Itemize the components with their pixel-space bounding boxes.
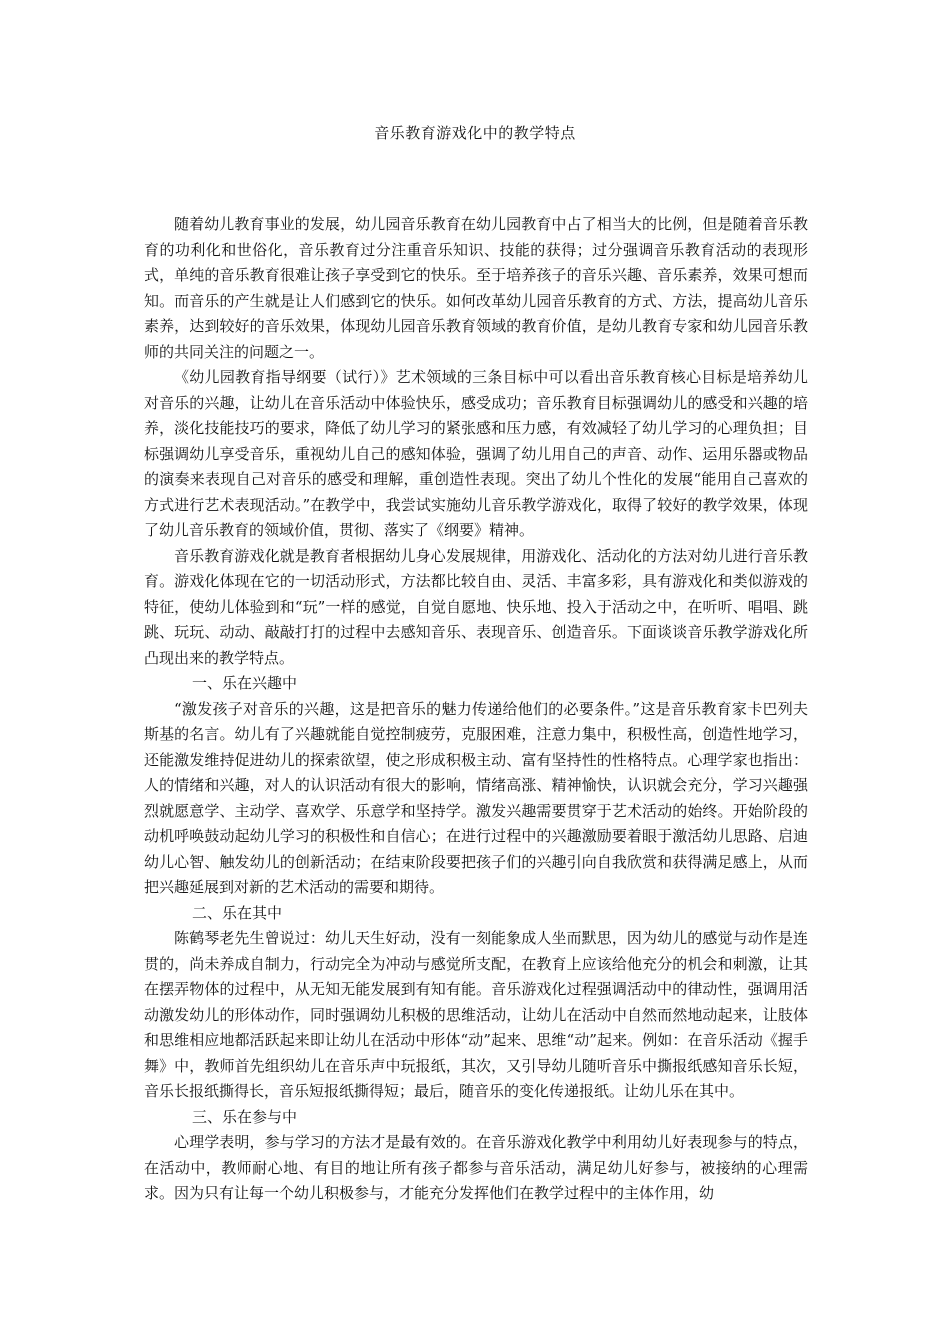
section-heading-interest: 一、乐在兴趣中: [192, 674, 298, 692]
paragraph-participation: 心理学表明，参与学习的方法才是最有效的。在音乐游戏化教学中利用幼儿好表现参与的特点，在活动中，教师耐心地、有目的地让所有孩子都参与音乐活动，满足幼儿好参与，被接纳的心理需求。因为只有让每一个幼儿积极参与，才能充分发挥他们在教学过程中的主体作用，幼: [144, 1133, 808, 1202]
document-title: 音乐教育游戏化中的教学特点: [374, 124, 576, 142]
paragraph-definition: 音乐教育游戏化就是教育者根据幼儿身心发展规律，用游戏化、活动化的方法对幼儿进行音乐教育。游戏化体现在它的一切活动形式，方法都比较自由、灵活、丰富多彩，具有游戏化和类似游戏的特征，使幼儿体验到和“玩”一样的感觉，自觉自愿地、快乐地、投入于活动之中，在听听、唱唱、跳跳、玩玩、动动、敲敲打打的过程中去感知音乐、表现音乐、创造音乐。下面谈谈音乐教学游戏化所凸现出来的教学特点。: [144, 546, 808, 667]
section-heading-participation: 三、乐在参与中: [192, 1107, 298, 1126]
paragraph-guideline: 《幼儿园教育指导纲要（试行）》艺术领域的三条目标中可以看出音乐教育核心目标是培养幼儿对音乐的兴趣，让幼儿在音乐活动中体验快乐，感受成功；音乐教育目标强调幼儿的感受和兴趣的培养，淡化技能技巧的要求，降低了幼儿学习的紧张感和压力感，有效减轻了幼儿学习的心理负担；目标强调幼儿享受音乐，重视幼儿自己的感知体验，强调了幼儿用自己的声音、动作、运用乐器或物品的演奏来表现自己对音乐的感受和理解，重创造性表现。突出了幼儿个性化的发展“能用自己喜欢的方式进行艺术表现活动。”在教学中，我尝试实施幼儿音乐教学游戏化，取得了较好的教学效果，体现了幼儿音乐教育的领域价值，贯彻、落实了《纲要》精神。: [144, 368, 808, 539]
section-heading-enjoyment: 二、乐在其中: [192, 903, 283, 922]
paragraph-intro: 随着幼儿教育事业的发展，幼儿园音乐教育在幼儿园教育中占了相当大的比例，但是随着音乐教育的功利化和世俗化，音乐教育过分注重音乐知识、技能的获得；过分强调音乐教育活动的表现形式，单纯的音乐教育很难让孩子享受到它的快乐。至于培养孩子的音乐兴趣、音乐素养，效果可想而知。而音乐的产生就是让人们感到它的快乐。如何改革幼儿园音乐教育的方式、方法，提高幼儿音乐素养，达到较好的音乐效果，体现幼儿园音乐教育领域的教育价值，是幼儿教育专家和幼儿园音乐教师的共同关注的问题之一。: [144, 215, 808, 361]
document-body: [144, 212, 808, 1207]
paragraph-interest: “激发孩子对音乐的兴趣，这是把音乐的魅力传递给他们的必要条件。”这是音乐教育家卡巴列夫斯基的名言。幼儿有了兴趣就能自觉控制疲劳，克服困难，注意力集中，积极性高，创造性地学习，还能激发维持促进幼儿的探索欲望，使之形成积极主动、富有坚持性的性格特点。心理学家也指出：人的情绪和兴趣，对人的认识活动有很大的影响，情绪高涨、精神愉快，认识就会充分，学习兴趣强烈就愿意学、主动学、喜欢学、乐意学和坚持学。激发兴趣需要贯穿于艺术活动的始终。开始阶段的动机呼唤鼓动起幼儿学习的积极性和自信心；在进行过程中的兴趣激励要着眼于激活幼儿思路、启迪幼儿心智、触发幼儿的创新活动；在结束阶段要把孩子们的兴趣引向自我欣赏和获得满足感上，从而把兴趣延展到对新的艺术活动的需要和期待。: [144, 699, 808, 896]
paragraph-enjoyment: 陈鹤琴老先生曾说过：幼儿天生好动，没有一刻能象成人坐而默思，因为幼儿的感觉与动作是连贯的，尚未养成自制力，行动完全为冲动与感觉所支配，在教育上应该给他充分的机会和刺激，让其在摆弄物体的过程中，从无知无能发展到有知有能。音乐游戏化过程强调活动中的律动性，强调用活动激发幼儿的形体动作，同时强调幼儿积极的思维活动，让幼儿在活动中自然而然地动起来，让肢体和思维相应地都活跃起来即让幼儿在活动中形体“动”起来、思维“动”起来。例如：在音乐活动《握手舞》中，教师首先组织幼儿在音乐声中玩报纸，其次，又引导幼儿随听音乐中撕报纸感知音乐长短，音乐长报纸撕得长，音乐短报纸撕得短；最后，随音乐的变化传递报纸。让幼儿乐在其中。: [144, 929, 808, 1100]
